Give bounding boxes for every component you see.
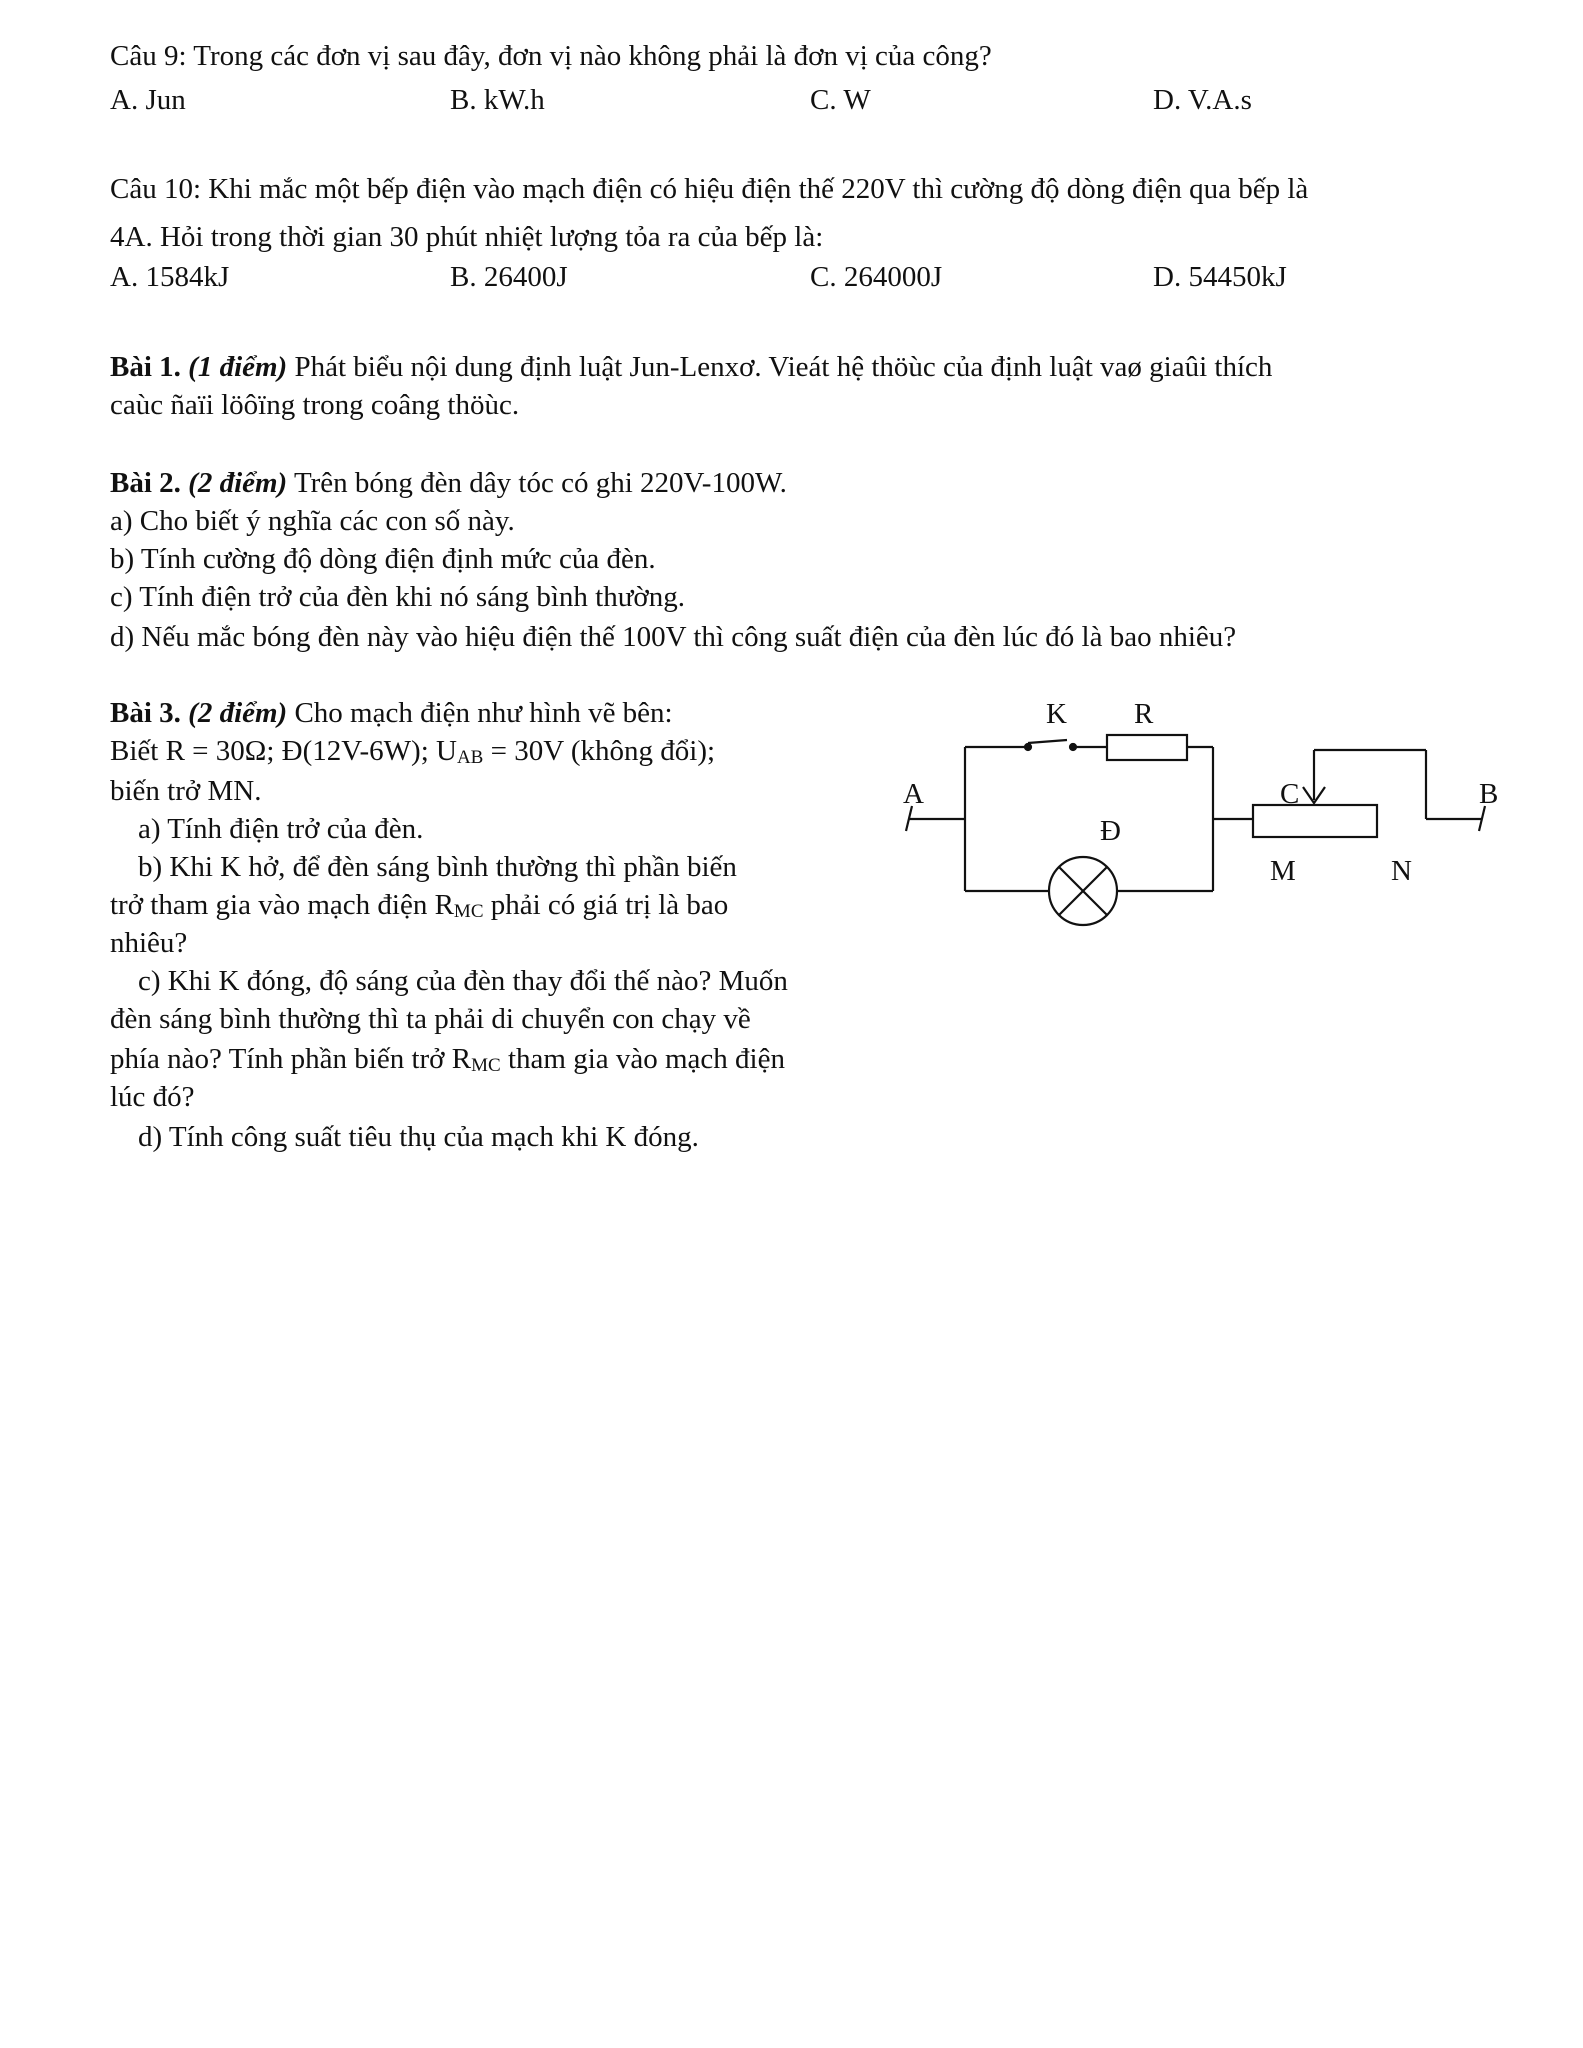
q9-option-a: A. Jun bbox=[110, 84, 186, 116]
bai3-item-c2: đèn sáng bình thường thì ta phải di chuyển con chạy về bbox=[110, 1003, 751, 1035]
bai2-item-c: c) Tính điện trở của đèn khi nó sáng bình thường. bbox=[110, 581, 686, 613]
bai1-points: (1 điểm) bbox=[188, 351, 288, 383]
bai3-given-b: = 30V (không đổi); bbox=[483, 735, 716, 767]
bai3-c3sub: MC bbox=[471, 1055, 501, 1076]
label-k: K bbox=[1046, 698, 1067, 730]
bai3-item-c1: c) Khi K đóng, độ sáng của đèn thay đổi thế nào? Muốn bbox=[138, 965, 788, 997]
bai3-given-a: Biết R = 30Ω; Đ(12V-6W); U bbox=[110, 735, 457, 767]
bai2-label: Bài 2. bbox=[110, 467, 181, 499]
bai3-text: Cho mạch điện như hình vẽ bên: bbox=[287, 697, 673, 729]
bai3-given-sub: AB bbox=[456, 747, 484, 768]
bai2-item-d: d) Nếu mắc bóng đèn này vào hiệu điện thế 100V thì công suất điện của đèn lúc đó là bao nhiêu? bbox=[110, 621, 1237, 653]
q10-option-b: B. 26400J bbox=[450, 261, 568, 293]
bai1-line2: caùc ñaïi löôïng trong coâng thöùc. bbox=[110, 389, 520, 421]
q10-option-c: C. 264000J bbox=[810, 261, 943, 293]
bai3-item-b1: b) Khi K hở, để đèn sáng bình thường thì phần biến bbox=[138, 851, 737, 883]
q10-option-a: A. 1584kJ bbox=[110, 261, 230, 293]
bai2-item-a: a) Cho biết ý nghĩa các con số này. bbox=[110, 505, 515, 537]
q9-option-b: B. kW.h bbox=[450, 84, 545, 116]
question-10-line2: 4A. Hỏi trong thời gian 30 phút nhiệt lượng tỏa ra của bếp là: bbox=[110, 221, 824, 253]
bai3-b2b: phải có giá trị là bao bbox=[483, 889, 729, 921]
label-a: A bbox=[903, 778, 924, 810]
label-c: C bbox=[1280, 778, 1300, 810]
q10-option-d: D. 54450kJ bbox=[1153, 261, 1287, 293]
resistor-r bbox=[1107, 735, 1187, 760]
label-m: M bbox=[1270, 855, 1296, 887]
bai3-b2a: trở tham gia vào mạch điện R bbox=[110, 889, 454, 921]
bai1-label: Bài 1. bbox=[110, 351, 181, 383]
bai3-label: Bài 3. bbox=[110, 697, 181, 729]
bai3-item-c4: lúc đó? bbox=[110, 1081, 195, 1113]
switch-k-contact-left bbox=[1025, 744, 1031, 750]
bai2-item-b: b) Tính cường độ dòng điện định mức của đèn. bbox=[110, 543, 656, 575]
label-r: R bbox=[1134, 698, 1154, 730]
bai3-line3: biến trở MN. bbox=[110, 775, 262, 807]
bai2-text: Trên bóng đèn dây tóc có ghi 220V-100W. bbox=[287, 467, 787, 499]
bai1-text: Phát biểu nội dung định luật Jun-Lenxơ. Vieát hệ thöùc của định luật vaø giaûi thích bbox=[287, 351, 1273, 383]
question-9: Câu 9: Trong các đơn vị sau đây, đơn vị nào không phải là đơn vị của công? bbox=[110, 40, 992, 72]
switch-k-blade bbox=[1028, 740, 1067, 743]
bai3-points: (2 điểm) bbox=[188, 697, 288, 729]
bai3-item-d: d) Tính công suất tiêu thụ của mạch khi K đóng. bbox=[138, 1121, 699, 1153]
bai3-c3b: tham gia vào mạch điện bbox=[500, 1043, 785, 1075]
bai2-points: (2 điểm) bbox=[188, 467, 288, 499]
bai3-c3a: phía nào? Tính phần biến trở R bbox=[110, 1043, 472, 1075]
label-b: B bbox=[1479, 778, 1499, 810]
rheostat-mn bbox=[1253, 805, 1377, 837]
label-n: N bbox=[1391, 855, 1412, 887]
label-d: Đ bbox=[1100, 815, 1121, 847]
q9-option-c: C. W bbox=[810, 84, 871, 116]
bai3-b2sub: MC bbox=[453, 901, 484, 922]
bai3-item-b3: nhiêu? bbox=[110, 927, 188, 959]
q9-option-d: D. V.A.s bbox=[1153, 84, 1252, 116]
bai3-item-a: a) Tính điện trở của đèn. bbox=[138, 813, 424, 845]
question-10-line1: Câu 10: Khi mắc một bếp điện vào mạch điện có hiệu điện thế 220V thì cường độ dòng điện qua bếp là bbox=[110, 173, 1309, 205]
